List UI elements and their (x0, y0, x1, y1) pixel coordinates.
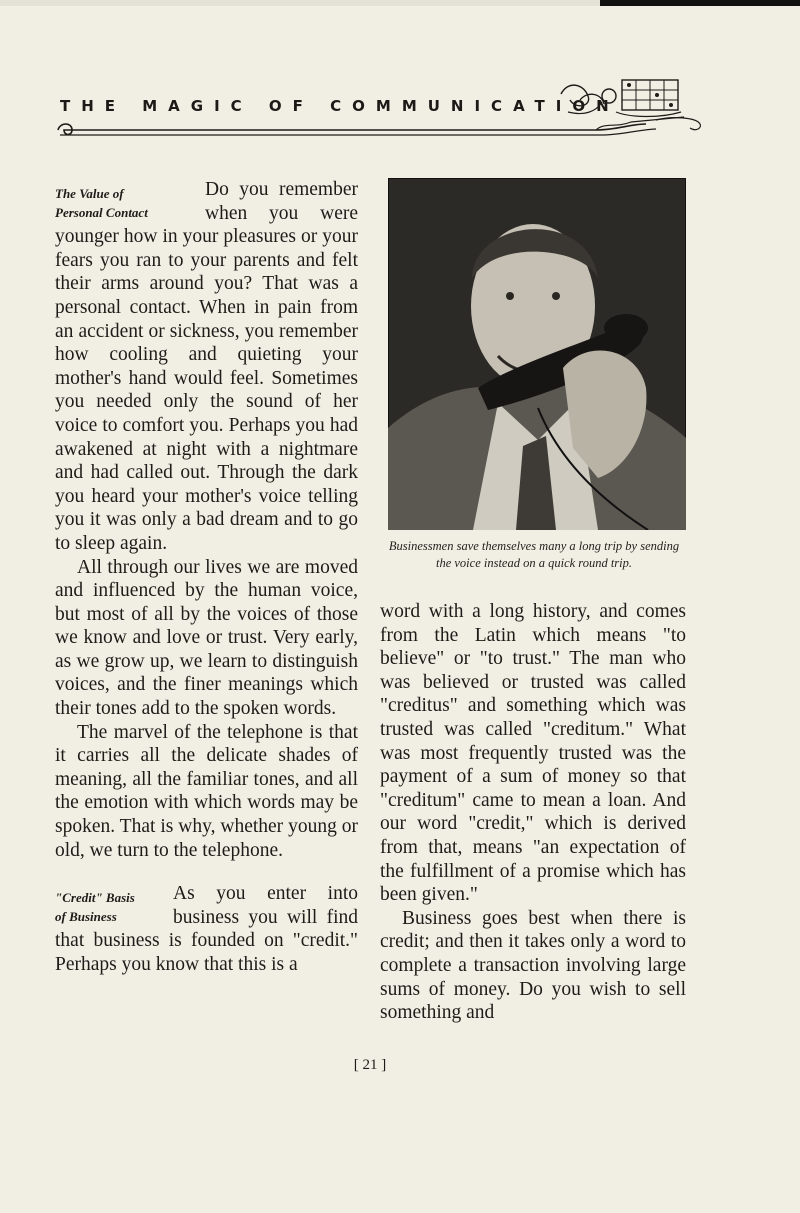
header-scroll-ornament (56, 72, 706, 148)
paragraph-credit-basis: "Credit" Basis of Business As you enter into business you will find that business is founded on "credit." Perhaps you know that this is a (55, 883, 358, 975)
paragraph-business-credit: Business goes best when there is credit; and then it takes only a word to complete a transaction involving large sums of money. Do you wish to sell something and (380, 907, 686, 1024)
top-edge (0, 0, 800, 6)
right-column (380, 600, 686, 1025)
paragraph-credit-history: word with a long history, and comes from the Latin which means "to believe" or "to trust." The man who was believed or trusted was called "creditus" and something which was trusted was called "creditum." What was most frequently trusted was the payment of a sum of money so that "creditum" came to mean a loan. And our word "credit," which is derived from that, means "an expectation of the fulfillment of a promise which has been given." (380, 601, 686, 906)
left-column (55, 178, 358, 977)
paragraph-human-voice: All through our lives we are moved and influenced by the human voice, but most of all by the voices of those we know and love or trust. Very early, as we grow up, we learn to distinguish voices, and the finer meanings which their tones add to the spoken words. (55, 556, 358, 720)
paragraph-telephone-marvel: The marvel of the telephone is that it carries all the delicate shades of meaning, all the familiar tones, and all the emotion with which words may be spoken. That is why, whether young or old, we turn to the telephone. (55, 721, 358, 861)
top-edge-tab (600, 0, 800, 6)
page-number: [ 21 ] (353, 1057, 387, 1073)
businessman-telephone-photo (388, 178, 686, 530)
sidehead-credit-basis: "Credit" Basis of Business (55, 890, 135, 925)
paragraph-personal-contact: The Value of Personal Contact Do you remember when you were younger how in your pleasures or your fears you ran to your parents and felt their arms around you? That was a personal contact. When in pain from an accident or sickness, you remember how cooling and quieting your mother's hand would feel. Sometimes you needed only the sound of her voice to comfort you. Perhaps you had awakened at night with a nightmare and had called out. Through the dark you heard your mother's voice telling you it was only a bad dream and to go to sleep again. (55, 179, 358, 554)
sidehead-value-of-personal-contact: The Value of Personal Contact (55, 186, 148, 220)
photo-caption: Businessmen save themselves many a long trip by sending the voice instead on a quick round trip. (388, 539, 680, 570)
running-header: THE MAGIC OF COMMUNICATION (60, 97, 620, 115)
